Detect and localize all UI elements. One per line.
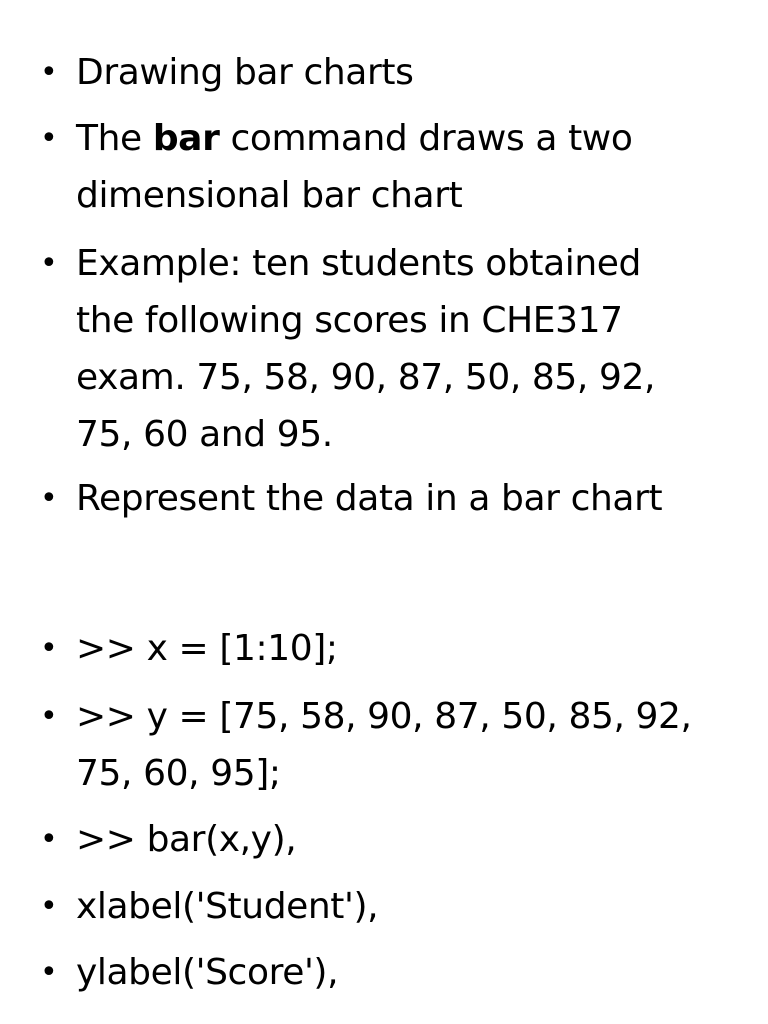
bullet-text: [76, 44, 413, 101]
bullet-dot: •: [40, 955, 58, 990]
bullet-line: >> bar(x,y),: [76, 819, 297, 860]
bullet-dot: •: [40, 889, 58, 924]
bold-command-name: bar: [152, 118, 220, 159]
bullet-line: xlabel('Student'),: [76, 886, 379, 927]
bullet-text: [76, 688, 692, 802]
bullet-dot: •: [40, 55, 58, 90]
bullet-line: Drawing bar charts: [76, 52, 414, 93]
bullet-line: dimensional bar chart: [76, 175, 463, 216]
bullet-line: >> x = [1:10];: [76, 628, 338, 669]
bullet-text: [76, 235, 655, 463]
bullet-line-rest: command draws a two: [219, 118, 633, 159]
bullet-text: [76, 944, 338, 1001]
bullet-text: [76, 620, 338, 677]
bullet-text: [76, 878, 378, 935]
bullet-line: [76, 110, 632, 167]
bullet-line: 75, 60 and 95.: [76, 414, 333, 455]
bullet-dot: •: [40, 631, 58, 666]
bullet-line: exam. 75, 58, 90, 87, 50, 85, 92,: [76, 357, 656, 398]
bullet-line: ylabel('Score'),: [76, 952, 339, 993]
bullet-line: >> y = [75, 58, 90, 87, 50, 85, 92,: [76, 696, 692, 737]
bullet-line: Example: ten students obtained: [76, 243, 641, 284]
bullet-text: [76, 811, 296, 868]
bullet-dot: •: [40, 121, 58, 156]
bullet-dot: •: [40, 481, 58, 516]
bullet-prefix: The: [76, 118, 153, 159]
bullet-text: [76, 470, 662, 527]
bullet-line: 75, 60, 95];: [76, 753, 281, 794]
bullet-text: [76, 110, 632, 224]
bullet-line: the following scores in CHE317: [76, 300, 623, 341]
bullet-dot: •: [40, 822, 58, 857]
bullet-dot: •: [40, 246, 58, 281]
bullet-dot: •: [40, 699, 58, 734]
bullet-line: Represent the data in a bar chart: [76, 478, 663, 519]
